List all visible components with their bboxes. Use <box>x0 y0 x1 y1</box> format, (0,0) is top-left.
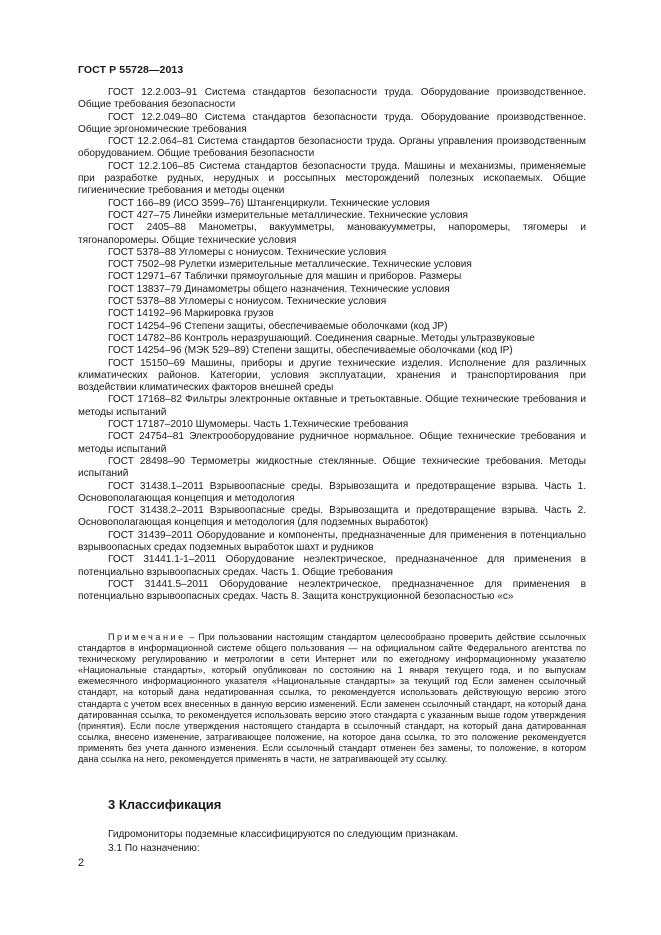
reference-item: ГОСТ 31441.1-1–2011 Оборудование неэлектрическое, предназначенное для применения в потенциально взрывоопасных средах. Часть 1. Общие требования <box>78 554 586 578</box>
reference-item: ГОСТ 166–89 (ИСО 3599–76) Штангенциркули. Технические условия <box>108 197 430 209</box>
reference-item: ГОСТ 427–75 Линейки измерительные металлические. Технические условия <box>108 209 469 221</box>
reference-item: ГОСТ 12.2.003–91 Система стандартов безопасности труда. Оборудование производственное. Общие требования безопасности <box>78 87 586 111</box>
reference-item: ГОСТ 31439–2011 Оборудование и компоненты, предназначенные для применения в потенциально взрывоопасных средах подземных выработок шахт и рудников <box>78 529 586 553</box>
note-label: Примечание <box>108 632 186 642</box>
reference-item: ГОСТ 17187–2010 Шумомеры. Часть 1.Технические требования <box>108 419 409 431</box>
references-list <box>78 87 586 603</box>
section-paragraph: Гидромониторы подземные классифицируются по следующим признакам. <box>108 829 459 840</box>
reference-item: ГОСТ 17168–82 Фильтры электронные октавные и третьоктавные. Общие технические требования и методы испытаний <box>78 394 586 418</box>
reference-item: ГОСТ 7502–98 Рулетки измерительные металлические. Технические условия <box>108 259 472 271</box>
reference-item: ГОСТ 12.2.064–81 Система стандартов безопасности труда. Органы управления производственным оборудованием. Общие требования безопасности <box>78 136 586 160</box>
reference-item: ГОСТ 31441.5–2011 Оборудование неэлектрическое, предназначенное для применения в потенциально взрывоопасных средах. Часть 8. Защита конструкционной безопасностью «с» <box>78 578 586 603</box>
reference-item: ГОСТ 13837–79 Динамометры общего назначения. Технические условия <box>108 283 450 295</box>
section-title: 3 Классификация <box>108 797 222 812</box>
reference-item: ГОСТ 12.2.049–80 Система стандартов безопасности труда. Оборудование производственное. Общие эргономические требования <box>78 111 586 135</box>
reference-item: ГОСТ 12.2.106–85 Система стандартов безопасности труда. Машины и механизмы, применяемые при разработке рудных, нерудных и россыпных месторождений полезных ископаемых. Общие гигиенические требования и методы оценки <box>78 160 586 197</box>
reference-item: ГОСТ 15150–69 Машины, приборы и другие технические изделия. Исполнение для различных климатических районов. Категории, условия эксплуатации, хранения и транспортирования при воздействии климатических факторов внешней среды <box>78 357 586 394</box>
reference-item: ГОСТ 28498–90 Термометры жидкостные стеклянные. Общие технические требования. Методы испытаний <box>78 455 586 480</box>
note-text: – При пользовании настоящим стандартом целесообразно проверить действие ссылочных стандартов в информационной системе общего пользования — на официальном сайте Федерального агентства по техническому регулированию и метрологии в сети Интернет или по ежегодному информационному указателю «Национальные стандарты», который опубликован по состоянию на 1 января текущего года, и по выпускам ежемесячного информационного указателя «Национальные стандарты» за текущий год Если заменен ссылочный стандарт, на который дана недатированная ссылка, то рекомендуется использовать действующую версию этого стандарта с учетом всех внесенных в данную версию изменений. Если заменен ссылочный стандарт, на который дана датированная ссылка, то рекомендуется использовать версию этого стандарта с указанным выше годом утверждения (принятия). Если после утверждения настоящего стандарта в ссылочный стандарт, на который дана датированная ссылка, внесено изменение, затрагивающее положение, на которое дана ссылка, то это положение рекомендуется применять без учета данного изменения. Если ссылочный стандарт отменен без замены, то положение, в котором дана ссылка на него, рекомендуется применять в части, не затрагивающей эту ссылку. <box>78 632 586 765</box>
reference-item: ГОСТ 31438.1–2011 Взрывоопасные среды. Взрывозащита и предотвращение взрыва. Часть 1. Основополагающая концепция и методология <box>78 480 586 504</box>
reference-item: ГОСТ 14254–96 Степени защиты, обеспечиваемые оболочками (код JP) <box>108 320 448 332</box>
page-number: 2 <box>78 857 85 869</box>
reference-item: ГОСТ 14782–86 Контроль неразрушающий. Соединения сварные. Методы ультразвуковые <box>108 332 535 344</box>
reference-item: ГОСТ 12971–67 Таблички прямоугольные для машин и приборов. Размеры <box>108 271 462 283</box>
reference-item: ГОСТ 14254–96 (МЭК 529–89) Степени защиты, обеспечиваемые оболочками (код IP) <box>108 345 513 357</box>
reference-item: ГОСТ 24754–81 Электрооборудование рудничное нормальное. Общие технические требования и методы испытаний <box>78 431 586 455</box>
reference-item: ГОСТ 31438.2–2011 Взрывоопасные среды. Взрывозащита и предотвращение взрыва. Часть 2. Основополагающая концепция и методология (для подземных выработок) <box>78 505 586 529</box>
reference-item: ГОСТ 2405–88 Манометры, вакуумметры, мановакуумметры, напоромеры, тягомеры и тягонапоромеры. Общие технические условия <box>78 222 586 246</box>
section-subitem: 3.1 По назначению: <box>108 843 200 854</box>
reference-item: ГОСТ 14192–96 Маркировка грузов <box>108 308 274 320</box>
note-block <box>78 632 586 765</box>
reference-item: ГОСТ 5378–88 Угломеры с нониусом. Технические условия <box>108 296 387 308</box>
reference-item: ГОСТ 5378–88 Угломеры с нониусом. Технические условия <box>108 246 387 258</box>
document-header: ГОСТ Р 55728—2013 <box>78 64 184 76</box>
